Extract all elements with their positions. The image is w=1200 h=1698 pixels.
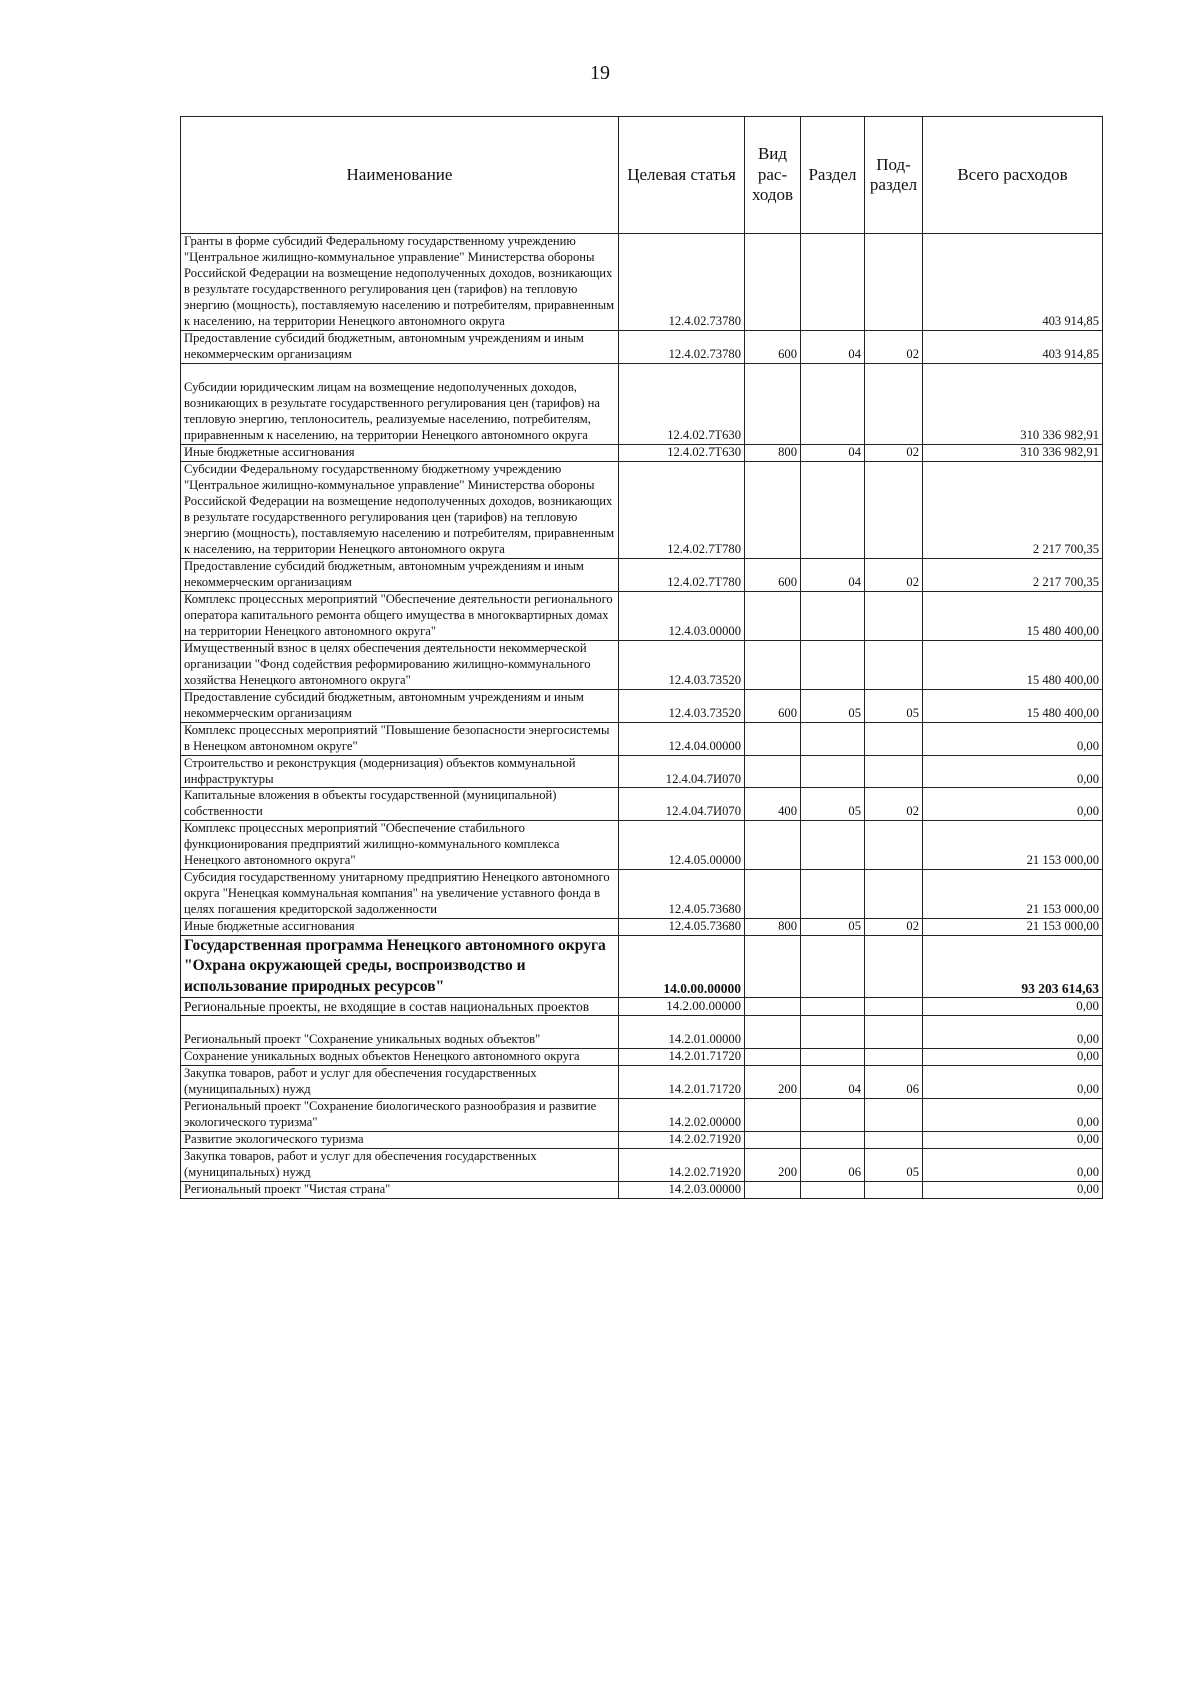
row-kind: 800 — [745, 444, 801, 461]
row-total: 310 336 982,91 — [923, 363, 1103, 444]
row-total: 2 217 700,35 — [923, 558, 1103, 591]
header-subsection: Под-раздел — [865, 117, 923, 234]
row-section — [801, 363, 865, 444]
table-row — [181, 755, 1103, 788]
row-section — [801, 870, 865, 919]
row-subsection — [865, 640, 923, 689]
row-section — [801, 591, 865, 640]
row-kind — [745, 234, 801, 331]
row-total: 0,00 — [923, 1098, 1103, 1131]
row-subsection — [865, 870, 923, 919]
row-kind: 600 — [745, 558, 801, 591]
row-name: Предоставление субсидий бюджетным, автономным учреждениям и иным некоммерческим организациям — [181, 558, 619, 591]
row-section — [801, 461, 865, 558]
row-kind: 200 — [745, 1065, 801, 1098]
row-total: 93 203 614,63 — [923, 936, 1103, 997]
row-target-code: 12.4.02.7Т780 — [619, 461, 745, 558]
row-section: 05 — [801, 788, 865, 821]
table-row — [181, 788, 1103, 821]
row-kind: 400 — [745, 788, 801, 821]
row-target-code: 14.2.02.71920 — [619, 1148, 745, 1181]
row-total: 0,00 — [923, 1148, 1103, 1181]
row-subsection — [865, 234, 923, 331]
header-section: Раздел — [801, 117, 865, 234]
table-row — [181, 461, 1103, 558]
table-row — [181, 640, 1103, 689]
row-target-code: 14.2.01.00000 — [619, 1015, 745, 1048]
row-section — [801, 821, 865, 870]
row-subsection — [865, 755, 923, 788]
row-total: 0,00 — [923, 755, 1103, 788]
row-kind — [745, 1131, 801, 1148]
table-body — [181, 234, 1103, 1199]
row-name: Региональный проект "Сохранение уникальных водных объектов" — [181, 1015, 619, 1048]
row-section: 05 — [801, 919, 865, 936]
row-kind — [745, 1048, 801, 1065]
row-total: 0,00 — [923, 997, 1103, 1015]
row-name: Закупка товаров, работ и услуг для обеспечения государственных (муниципальных) нужд — [181, 1065, 619, 1098]
row-name: Комплекс процессных мероприятий "Повышение безопасности энергосистемы в Ненецком автономном округе" — [181, 722, 619, 755]
row-name: Сохранение уникальных водных объектов Ненецкого автономного округа — [181, 1048, 619, 1065]
row-target-code: 12.4.04.7И070 — [619, 755, 745, 788]
row-subsection: 05 — [865, 1148, 923, 1181]
row-target-code: 14.2.02.00000 — [619, 1098, 745, 1131]
row-total: 2 217 700,35 — [923, 461, 1103, 558]
page-number: 19 — [590, 62, 610, 84]
row-total: 310 336 982,91 — [923, 444, 1103, 461]
row-kind — [745, 591, 801, 640]
table-row — [181, 936, 1103, 997]
row-subsection: 05 — [865, 689, 923, 722]
row-kind — [745, 461, 801, 558]
row-target-code: 12.4.02.7Т630 — [619, 363, 745, 444]
table-row — [181, 1131, 1103, 1148]
row-target-code: 12.4.03.73520 — [619, 689, 745, 722]
row-name: Субсидии юридическим лицам на возмещение недополученных доходов, возникающих в результате государственного регулирования цен (тарифов) на тепловую энергию, теплоноситель, реализуемые населению, потребителям, приравненным к населению, на территории Ненецкого автономного округа — [181, 363, 619, 444]
row-name: Имущественный взнос в целях обеспечения деятельности некоммерческой организации "Фонд содействия реформированию жилищно-коммунального хозяйства Ненецкого автономного округа" — [181, 640, 619, 689]
row-target-code: 12.4.04.00000 — [619, 722, 745, 755]
row-total: 15 480 400,00 — [923, 591, 1103, 640]
row-total: 0,00 — [923, 1015, 1103, 1048]
table-row — [181, 870, 1103, 919]
table-row — [181, 1098, 1103, 1131]
row-target-code: 14.2.03.00000 — [619, 1181, 745, 1198]
row-section — [801, 640, 865, 689]
row-total: 0,00 — [923, 1048, 1103, 1065]
row-total: 403 914,85 — [923, 330, 1103, 363]
table-row — [181, 330, 1103, 363]
row-subsection — [865, 1098, 923, 1131]
row-total: 21 153 000,00 — [923, 919, 1103, 936]
row-section: 05 — [801, 689, 865, 722]
row-kind — [745, 936, 801, 997]
row-target-code: 12.4.02.7Т630 — [619, 444, 745, 461]
row-subsection — [865, 821, 923, 870]
table-row — [181, 363, 1103, 444]
row-section — [801, 755, 865, 788]
row-name: Гранты в форме субсидий Федеральному государственному учреждению "Центральное жилищно-коммунальное управление" Министерства обороны Российской Федерации на возмещение недополученных доходов, возникающих в результате государственного регулирования цен (тарифов) на тепловую энергию (мощность), поставляемую населению и потребителям, приравненным к населению, на территории Ненецкого автономного округа — [181, 234, 619, 331]
budget-table — [180, 116, 1103, 1199]
row-subsection: 02 — [865, 788, 923, 821]
row-total: 21 153 000,00 — [923, 870, 1103, 919]
row-section: 04 — [801, 1065, 865, 1098]
row-name: Региональные проекты, не входящие в состав национальных проектов — [181, 997, 619, 1015]
table-row — [181, 1148, 1103, 1181]
row-section: 04 — [801, 330, 865, 363]
row-target-code: 12.4.02.7Т780 — [619, 558, 745, 591]
row-subsection — [865, 1181, 923, 1198]
table-row — [181, 591, 1103, 640]
table-row — [181, 444, 1103, 461]
row-subsection: 02 — [865, 444, 923, 461]
row-subsection: 02 — [865, 919, 923, 936]
row-kind: 200 — [745, 1148, 801, 1181]
row-section — [801, 1015, 865, 1048]
row-target-code: 14.2.02.71920 — [619, 1131, 745, 1148]
row-section — [801, 997, 865, 1015]
row-total: 0,00 — [923, 722, 1103, 755]
row-name: Региональный проект "Чистая страна" — [181, 1181, 619, 1198]
table-row — [181, 722, 1103, 755]
row-total: 0,00 — [923, 1181, 1103, 1198]
row-subsection — [865, 1048, 923, 1065]
row-kind — [745, 1015, 801, 1048]
row-subsection: 02 — [865, 330, 923, 363]
row-section — [801, 1098, 865, 1131]
row-section: 06 — [801, 1148, 865, 1181]
row-name: Комплекс процессных мероприятий "Обеспечение стабильного функционирования предприятий жилищно-коммунального комплекса Ненецкого автономного округа" — [181, 821, 619, 870]
row-subsection — [865, 363, 923, 444]
row-name: Комплекс процессных мероприятий "Обеспечение деятельности регионального оператора капитального ремонта общего имущества в многоквартирных домах на территории Ненецкого автономного округа" — [181, 591, 619, 640]
header-kind: Вид рас-ходов — [745, 117, 801, 234]
row-name: Строительство и реконструкция (модернизация) объектов коммунальной инфраструктуры — [181, 755, 619, 788]
header-target: Целевая статья — [619, 117, 745, 234]
row-target-code: 14.0.00.00000 — [619, 936, 745, 997]
table-row — [181, 234, 1103, 331]
row-total: 0,00 — [923, 1131, 1103, 1148]
row-kind — [745, 722, 801, 755]
row-kind — [745, 1098, 801, 1131]
row-target-code: 12.4.05.73680 — [619, 870, 745, 919]
row-target-code: 12.4.02.73780 — [619, 330, 745, 363]
row-target-code: 12.4.02.73780 — [619, 234, 745, 331]
row-section: 04 — [801, 558, 865, 591]
table-row — [181, 689, 1103, 722]
table-row — [181, 821, 1103, 870]
table-header-row — [181, 117, 1103, 234]
row-subsection — [865, 1015, 923, 1048]
header-name: Наименование — [181, 117, 619, 234]
row-name: Иные бюджетные ассигнования — [181, 444, 619, 461]
row-subsection: 06 — [865, 1065, 923, 1098]
row-target-code: 12.4.05.73680 — [619, 919, 745, 936]
row-subsection — [865, 997, 923, 1015]
row-name: Предоставление субсидий бюджетным, автономным учреждениям и иным некоммерческим организациям — [181, 330, 619, 363]
row-name: Региональный проект "Сохранение биологического разнообразия и развитие экологического туризма" — [181, 1098, 619, 1131]
row-section: 04 — [801, 444, 865, 461]
row-name: Иные бюджетные ассигнования — [181, 919, 619, 936]
table-row — [181, 1015, 1103, 1048]
row-kind: 600 — [745, 330, 801, 363]
row-kind — [745, 997, 801, 1015]
table-row — [181, 919, 1103, 936]
row-target-code: 14.2.01.71720 — [619, 1048, 745, 1065]
row-name: Субсидия государственному унитарному предприятию Ненецкого автономного округа "Ненецкая коммунальная компания" на увеличение уставного фонда в целях погашения кредиторской задолженности — [181, 870, 619, 919]
row-subsection — [865, 722, 923, 755]
row-subsection — [865, 1131, 923, 1148]
row-name: Субсидии Федеральному государственному бюджетному учреждению "Центральное жилищно-коммунальное управление" Министерства обороны Российской Федерации на возмещение недополученных доходов, возникающих в результате государственного регулирования цен (тарифов) на тепловую энергию (мощность), поставляемую населению и потребителям, приравненным к населению, на территории Ненецкого автономного округа — [181, 461, 619, 558]
row-subsection: 02 — [865, 558, 923, 591]
row-target-code: 12.4.03.00000 — [619, 591, 745, 640]
row-name: Развитие экологического туризма — [181, 1131, 619, 1148]
row-section — [801, 722, 865, 755]
row-kind — [745, 1181, 801, 1198]
row-target-code: 14.2.01.71720 — [619, 1065, 745, 1098]
row-name: Капитальные вложения в объекты государственной (муниципальной) собственности — [181, 788, 619, 821]
row-total: 21 153 000,00 — [923, 821, 1103, 870]
row-total: 0,00 — [923, 1065, 1103, 1098]
row-total: 0,00 — [923, 788, 1103, 821]
row-name: Государственная программа Ненецкого автономного округа "Охрана окружающей среды, воспроизводство и использование природных ресурсов" — [181, 936, 619, 997]
row-total: 15 480 400,00 — [923, 689, 1103, 722]
row-subsection — [865, 936, 923, 997]
row-target-code: 12.4.03.73520 — [619, 640, 745, 689]
row-kind — [745, 755, 801, 788]
row-target-code: 14.2.00.00000 — [619, 997, 745, 1015]
table-row — [181, 1181, 1103, 1198]
row-kind: 800 — [745, 919, 801, 936]
row-kind — [745, 821, 801, 870]
table-row — [181, 1048, 1103, 1065]
row-section — [801, 1181, 865, 1198]
row-target-code: 12.4.04.7И070 — [619, 788, 745, 821]
row-section — [801, 936, 865, 997]
row-kind — [745, 640, 801, 689]
row-section — [801, 234, 865, 331]
header-total: Всего расходов — [923, 117, 1103, 234]
row-total: 15 480 400,00 — [923, 640, 1103, 689]
row-subsection — [865, 461, 923, 558]
row-name: Закупка товаров, работ и услуг для обеспечения государственных (муниципальных) нужд — [181, 1148, 619, 1181]
row-total: 403 914,85 — [923, 234, 1103, 331]
row-section — [801, 1131, 865, 1148]
table-row — [181, 558, 1103, 591]
row-name: Предоставление субсидий бюджетным, автономным учреждениям и иным некоммерческим организациям — [181, 689, 619, 722]
row-section — [801, 1048, 865, 1065]
table-row — [181, 997, 1103, 1015]
row-kind — [745, 363, 801, 444]
row-subsection — [865, 591, 923, 640]
row-kind: 600 — [745, 689, 801, 722]
table-row — [181, 1065, 1103, 1098]
row-kind — [745, 870, 801, 919]
row-target-code: 12.4.05.00000 — [619, 821, 745, 870]
